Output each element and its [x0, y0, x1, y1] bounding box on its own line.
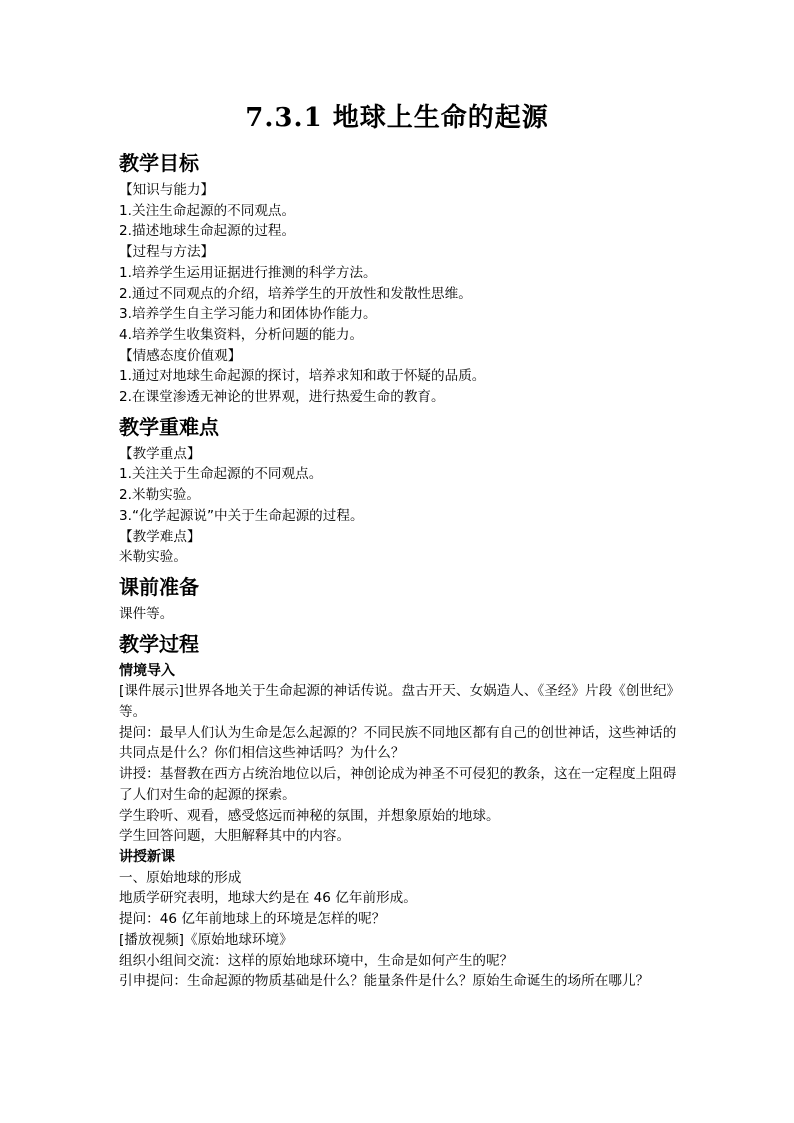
paragraph: 学生回答问题，大胆解释其中的内容。	[119, 828, 351, 845]
text-line: 4.培养学生收集资料，分析问题的能力。	[119, 326, 364, 343]
paragraph: 一、原始地球的形成	[119, 869, 242, 886]
text-line: 【知识与能力】	[119, 182, 215, 198]
paragraph: 引申提问：生命起源的物质基础是什么？能量条件是什么？原始生命诞生的场所在哪儿？	[119, 973, 650, 990]
text-line: 1.通过对地球生命起源的探讨，培养求知和敢于怀疑的品质。	[119, 368, 486, 385]
text-line: 1.关注关于生命起源的不同观点。	[119, 466, 323, 483]
document-body	[119, 144, 679, 992]
paragraph: 提问：46 亿年前地球上的环境是怎样的呢？	[119, 911, 386, 928]
text-line: 【教学重点】	[119, 445, 201, 462]
section-heading-preparation: 课前准备	[119, 574, 199, 599]
text-line: 课件等。	[119, 605, 174, 622]
paragraph: 学生聆听、观看，感受悠远而神秘的氛围，并想象原始的地球。	[119, 807, 500, 824]
paragraph: [课件展示]世界各地关于生命起源的神话传说。盘古开天、女娲造人、《圣经》片段《创世纪》等。	[119, 683, 674, 721]
text-line: 【教学难点】	[119, 528, 201, 545]
text-line: 2.米勒实验。	[119, 487, 200, 504]
paragraph: 组织小组间交流：这样的原始地球环境中，生命是如何产生的呢？	[119, 952, 514, 969]
text-line: 2.描述地球生命起源的过程。	[119, 223, 296, 240]
paragraph: 讲授：基督教在西方占统治地位以后，神创论成为神圣不可侵犯的教条，这在一定程度上阻碍了人们对生命的起源的探索。	[119, 766, 677, 803]
text-line: 1.培养学生运用证据进行推测的科学方法。	[119, 264, 377, 281]
section-heading-objectives: 教学目标	[119, 151, 199, 175]
subheading-new-lesson: 讲授新课	[119, 848, 175, 865]
text-line: 2.在课堂渗透无神论的世界观，进行热爱生命的教育。	[119, 389, 445, 406]
section-heading-key-points: 教学重难点	[119, 414, 219, 439]
paragraph: 提问：最早人们认为生命是怎么起源的？不同民族不同地区都有自己的创世神话，这些神话的共同点是什么？你们相信这些神话吗？为什么？	[119, 724, 677, 762]
text-line: 1.关注生命起源的不同观点。	[119, 202, 296, 219]
paragraph: 地质学研究表明，地球大约是在 46 亿年前形成。	[119, 890, 417, 907]
text-line: 【情感态度价值观】	[119, 347, 242, 364]
text-line: 米勒实验。	[119, 549, 187, 566]
text-line: 2.通过不同观点的介绍，培养学生的开放性和发散性思维。	[119, 285, 472, 302]
text-line: 【过程与方法】	[119, 244, 215, 261]
subheading-scenario-intro: 情境导入	[119, 662, 175, 679]
paragraph: [播放视频]《原始地球环境》	[119, 931, 293, 948]
document-title: 7.3.1 地球上生命的起源	[245, 103, 549, 133]
text-line: 3.“化学起源说”中关于生命起源的过程。	[119, 507, 364, 524]
text-line: 3.培养学生自主学习能力和团体协作能力。	[119, 306, 377, 323]
section-heading-process: 教学过程	[119, 631, 199, 656]
